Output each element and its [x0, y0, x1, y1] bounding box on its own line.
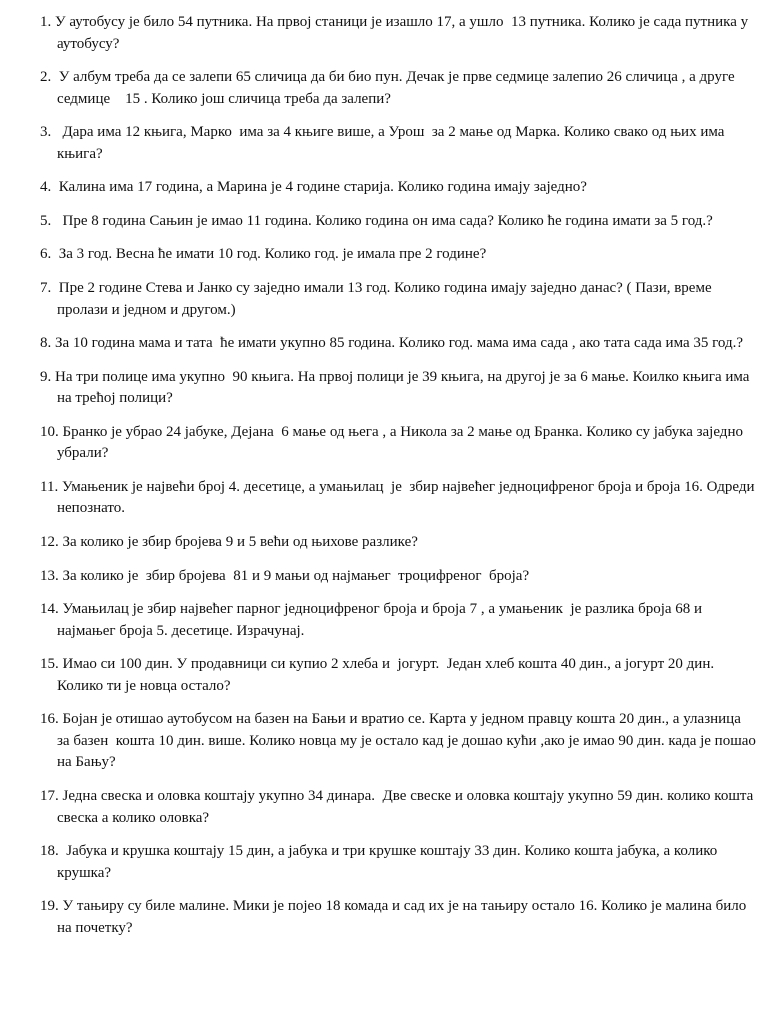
problem-item-17: 17. Једна свеска и оловка коштају укупно 34 динара. Две свеске и оловка коштају укупно 59 дин. колико кошта свеска а колико оловка? — [40, 788, 758, 826]
problem-item-8: 8. За 10 година мама и тата ће имати укупно 85 година. Колико год. мама има сада , ако тата сада има 35 год.? — [40, 335, 744, 352]
problem-item-6: 6. За 3 год. Весна ће имати 10 год. Колико год. је имала пре 2 године? — [40, 246, 487, 263]
problem-item-3: 3. Дара има 12 књига, Марко има за 4 књиге више, а Урош за 2 мање од Марка. Колико свако од њих има књига? — [40, 124, 729, 162]
problem-item-2: 2. У албум треба да се залепи 65 сличица да би био пун. Дечак је прве седмице залепио 26 сличица , а друге седмице 15 . Колико још сличица треба да залепи? — [40, 69, 739, 107]
problem-item-13: 13. За колико је збир бројева 81 и 9 мањи од најмањег троцифреног броја? — [40, 567, 530, 584]
problem-item-1: 1. У аутобусу је било 54 путника. На првој станици је изашло 17, а ушло 13 путника. Колико је сада путника у аутобусу? — [40, 14, 752, 52]
problem-item-7: 7. Пре 2 године Стева и Јанко су заједно имали 13 год. Колико година имају заједно данас? ( Пази, време пролази и једном и другом.) — [40, 280, 716, 318]
problem-list — [40, 12, 760, 951]
problem-item-19: 19. У тањиру су биле малине. Мики је појео 18 комада и сад их је на тањиру остало 16. Колико је малина било на почетку? — [40, 898, 751, 936]
problem-item-18: 18. Јабука и крушка коштају 15 дин, а јабука и три крушке коштају 33 дин. Колико кошта јабука, а колико крушка? — [40, 843, 722, 881]
problem-item-14: 14. Умањилац је збир највећег парног једноцифреног броја и броја 7 , а умањеник је разлика броја 68 и најмањег броја 5. десетице. Израчунај. — [40, 601, 706, 639]
problem-item-10: 10. Бранко је убрао 24 јабуке, Дејана 6 мање од њега , а Никола за 2 мање од Бранка. Колико су јабука заједно убрали? — [40, 423, 747, 462]
problem-item-5: 5. Пре 8 година Сањин је имао 11 година. Колико година он има сада? Колико ће година имати за 5 год.? — [40, 212, 713, 229]
problem-item-9: 9. На три полице има укупно 90 књига. На првој полици је 39 књига, на другој је за 6 мање. Коилко књига има на трећој полици? — [40, 368, 754, 407]
problem-item-4: 4. Калина има 17 година, а Марина је 4 године старија. Колико година имају заједно? — [40, 179, 587, 196]
problem-item-12: 12. За колико је збир бројева 9 и 5 већи од њихове разлике? — [40, 534, 418, 551]
problem-item-11: 11. Умањеник је највећи број 4. десетице, а умањилац је збир највећег једноцифреног броја и броја 16. Одреди непознато. — [40, 478, 759, 517]
problem-item-16: 16. Бојан је отишао аутобусом на базен на Бањи и вратио се. Карта у једном правцу кошта 20 дин., а улазница за базен кошта 10 дин. више. Колико новца му је остало кад је дошао кући ,ако је имао 90 дин. када је пошао на Бању? — [40, 711, 760, 771]
problem-item-15: 15. Имао си 100 дин. У продавници си купио 2 хлеба и јогурт. Један хлеб кошта 40 дин., а јогурт 20 дин. Колико ти је новца остало? — [40, 656, 718, 694]
